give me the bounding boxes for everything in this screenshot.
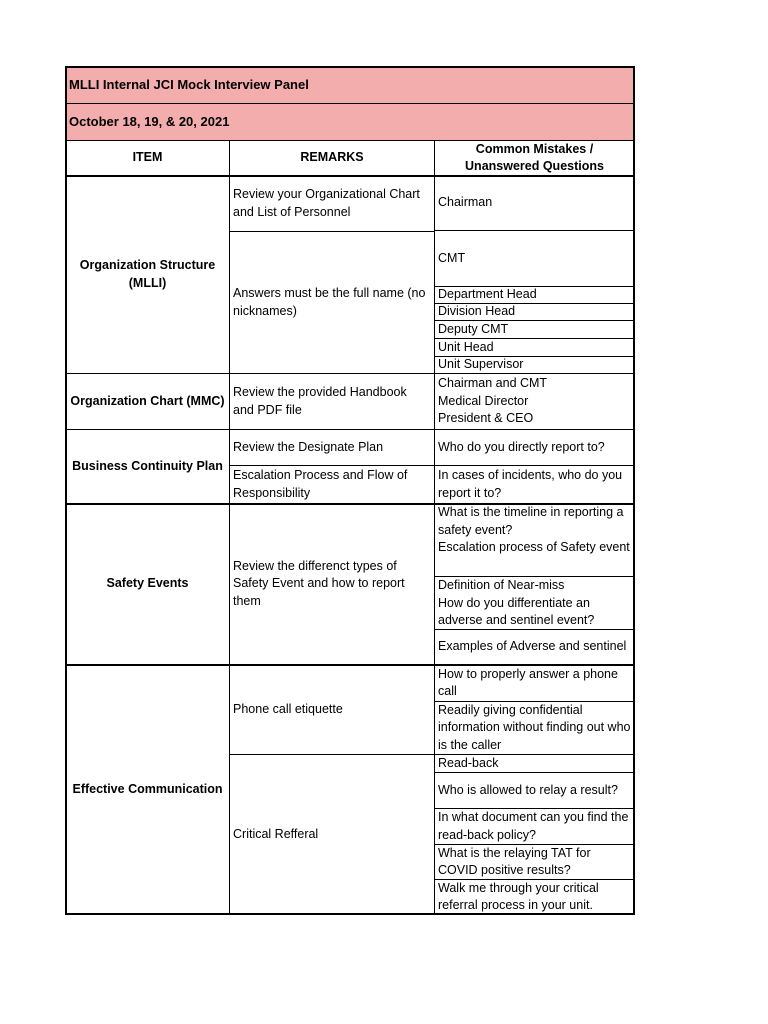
question-president-ceo: President & CEO bbox=[438, 411, 534, 425]
question-department-head: Department Head bbox=[434, 286, 635, 304]
question-relay-result: Who is allowed to relay a result? bbox=[434, 772, 635, 809]
question-escalation: Escalation process of Safety event bbox=[438, 540, 630, 554]
question-deputy-cmt: Deputy CMT bbox=[434, 320, 635, 339]
question-relaying-tat: What is the relaying TAT for COVID positive results? bbox=[434, 844, 635, 880]
question-safety-near-miss bbox=[434, 576, 635, 630]
item-safety-events: Safety Events bbox=[65, 503, 230, 665]
question-chairman-cmt: Chairman and CMT bbox=[438, 376, 548, 390]
question-org-chart-list bbox=[434, 373, 635, 430]
document-title: MLLI Internal JCI Mock Interview Panel bbox=[65, 66, 635, 104]
item-organization-structure: Organization Structure (MLLI) bbox=[65, 175, 230, 374]
question-critical-referral-process: Walk me through your critical referral process in your unit. bbox=[434, 879, 635, 915]
question-read-back-policy: In what document can you find the read-back policy? bbox=[434, 808, 635, 845]
document-dates: October 18, 19, & 20, 2021 bbox=[65, 103, 635, 141]
remark-critical-referral: Critical Refferal bbox=[229, 754, 435, 915]
item-organization-chart: Organization Chart (MMC) bbox=[65, 373, 230, 430]
item-business-continuity: Business Continuity Plan bbox=[65, 429, 230, 504]
remark-handbook: Review the provided Handbook and PDF file bbox=[229, 373, 435, 430]
question-medical-director: Medical Director bbox=[438, 393, 529, 408]
item-effective-communication: Effective Communication bbox=[65, 664, 230, 915]
header-mistakes: Common Mistakes / Unanswered Questions bbox=[434, 140, 635, 176]
question-near-miss: Definition of Near-miss bbox=[438, 578, 565, 592]
question-chairman: Chairman bbox=[434, 175, 635, 231]
remark-designate-plan: Review the Designate Plan bbox=[229, 429, 435, 466]
question-read-back: Read-back bbox=[434, 754, 635, 773]
remark-review-org-chart: Review your Organizational Chart and List of Personnel bbox=[229, 175, 435, 232]
header-item: ITEM bbox=[65, 140, 230, 176]
question-differentiate: How do you differentiate an adverse and sentinel event? bbox=[438, 595, 595, 627]
remark-full-name: Answers must be the full name (no nicknames) bbox=[229, 231, 435, 374]
question-confidential-info: Readily giving confidential information without finding out who is the caller bbox=[434, 701, 635, 755]
question-incident-report: In cases of incidents, who do you report it to? bbox=[434, 465, 635, 504]
question-safety-timeline bbox=[434, 503, 635, 577]
question-answer-phone: How to properly answer a phone call bbox=[434, 664, 635, 702]
question-timeline: What is the timeline in reporting a safety event? bbox=[438, 505, 624, 537]
question-cmt: CMT bbox=[434, 230, 635, 287]
question-unit-head: Unit Head bbox=[434, 338, 635, 357]
remark-phone-etiquette: Phone call etiquette bbox=[229, 664, 435, 755]
remark-escalation-process: Escalation Process and Flow of Responsibility bbox=[229, 465, 435, 504]
header-remarks: REMARKS bbox=[229, 140, 435, 176]
question-unit-supervisor: Unit Supervisor bbox=[434, 356, 635, 374]
question-division-head: Division Head bbox=[434, 303, 635, 321]
remark-safety-types: Review the differenct types of Safety Event and how to report them bbox=[229, 503, 435, 665]
question-direct-report: Who do you directly report to? bbox=[434, 429, 635, 466]
question-examples: Examples of Adverse and sentinel bbox=[434, 629, 635, 665]
